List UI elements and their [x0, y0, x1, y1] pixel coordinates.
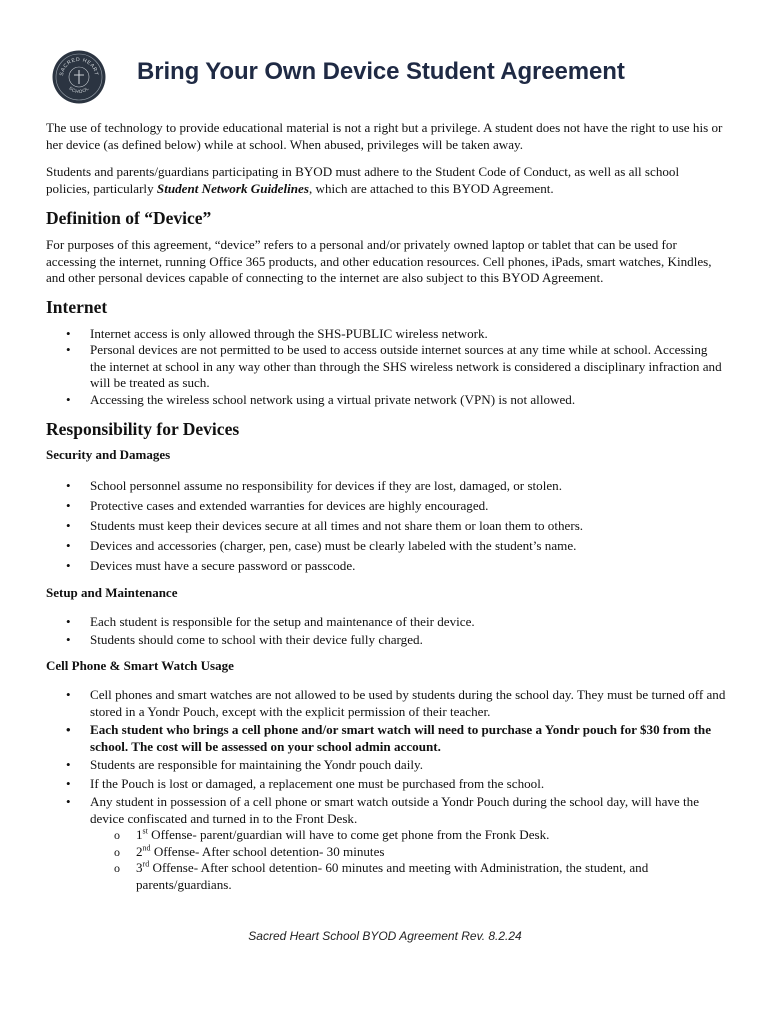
offense-item — [46, 844, 726, 861]
offense-item — [46, 827, 726, 844]
list-item-text: Any student in possession of a cell phone or smart watch outside a Yondr Pouch during the school day, will have the device confiscated and turned in to the Front Desk. — [90, 794, 700, 826]
definition-text: For purposes of this agreement, “device” refers to a personal and/or privately owned laptop or tablet that can be used for accessing the internet, running Office 365 products, and other education resources. Cell phones, iPads, smart watches, Kindles, and other personal devices capable of connecting to the internet are also subject to this BYOD Agreement. — [46, 237, 712, 285]
list-item: • Devices must have a secure password or passcode. — [46, 556, 726, 576]
offense-list — [46, 827, 726, 893]
responsibility-heading: Responsibility for Devices — [46, 419, 240, 439]
offense-ordinal: nd — [142, 843, 151, 853]
offense-number: 2 — [136, 843, 143, 859]
cell-subheading: Cell Phone & Smart Watch Usage — [46, 658, 234, 673]
offense-ordinal: rd — [142, 859, 150, 869]
offense-number: 1 — [136, 827, 143, 842]
intro-p2-text-end: , which are attached to this BYOD Agreement. — [308, 180, 554, 196]
list-item: • Cell phones and smart watches are not allowed to be used by students during the school day. They must be turned off and stored in a Yondr Pouch, except with the explicit permission of their teacher. — [46, 687, 726, 720]
network-guidelines-emphasis: Student Network Guidelines — [156, 180, 309, 196]
list-item: • Students are responsible for maintaining the Yondr pouch daily. — [46, 757, 726, 774]
offense-ordinal: st — [142, 826, 148, 836]
list-item: • Protective cases and extended warranties for devices are highly encouraged. — [46, 496, 726, 516]
intro-p2-text: Students and parents/guardians participating in BYOD must adhere to the Student Code of Conduct, as well as all school policies, particularly — [46, 164, 680, 196]
setup-list — [46, 613, 726, 649]
offense-text: Offense- After school detention- 60 minutes and meeting with Administration, the student, and parents/guardians. — [136, 860, 649, 892]
page-title: Bring Your Own Device Student Agreement — [137, 58, 625, 85]
seal-text-bottom: SCHOOL — [67, 85, 91, 95]
offense-number: 3 — [136, 860, 143, 875]
list-item: • Personal devices are not permitted to be used to access outside internet sources at any time while at school. Accessing the internet at school in any way other than through the SHS wireless network is considered a disciplinary infraction and will be treated as such. — [46, 342, 726, 392]
offense-text: Offense- parent/guardian will have to come get phone from the Fronk Desk. — [147, 827, 550, 842]
list-item-yondr-purchase: • Each student who brings a cell phone and/or smart watch will need to purchase a Yondr pouch for $30 from the school. The cost will be assessed on your school admin account. — [46, 722, 726, 755]
list-item: • Internet access is only allowed through the SHS-PUBLIC wireless network. — [46, 326, 726, 343]
list-item: • Students must keep their devices secure at all times and not share them or loan them to others. — [46, 516, 726, 536]
list-item — [46, 794, 726, 827]
list-item: • Devices and accessories (charger, pen, case) must be clearly labeled with the student’s name. — [46, 536, 726, 556]
seal-text-top: SACRED HEART — [58, 56, 100, 77]
definition-heading: Definition of “Device” — [46, 208, 212, 228]
security-list — [46, 476, 726, 576]
list-item: • School personnel assume no responsibility for devices if they are lost, damaged, or stolen. — [46, 476, 726, 496]
offense-text: Offense- After school detention- 30 minutes — [150, 843, 385, 859]
list-item: • If the Pouch is lost or damaged, a replacement one must be purchased from the school. — [46, 776, 726, 793]
cell-list — [46, 687, 726, 827]
list-item: • Each student is responsible for the setup and maintenance of their device. — [46, 613, 726, 631]
school-seal-icon — [52, 50, 106, 104]
intro-paragraph-2 — [46, 164, 726, 197]
document-body — [46, 120, 726, 893]
offense-item — [46, 860, 726, 893]
list-item: • Students should come to school with their device fully charged. — [46, 631, 726, 649]
list-item: • Accessing the wireless school network using a virtual private network (VPN) is not allowed. — [46, 392, 726, 409]
page-footer: Sacred Heart School BYOD Agreement Rev. 8.2.24 — [248, 929, 522, 943]
internet-heading: Internet — [46, 296, 108, 317]
intro-paragraph-1: The use of technology to provide educational material is not a right but a privilege. A student does not have the right to use his or her device (as defined below) while at school. When abused, privileges will be taken away. — [46, 120, 723, 152]
security-subheading: Security and Damages — [46, 447, 171, 462]
internet-list — [46, 326, 726, 409]
setup-subheading: Setup and Maintenance — [46, 585, 178, 600]
